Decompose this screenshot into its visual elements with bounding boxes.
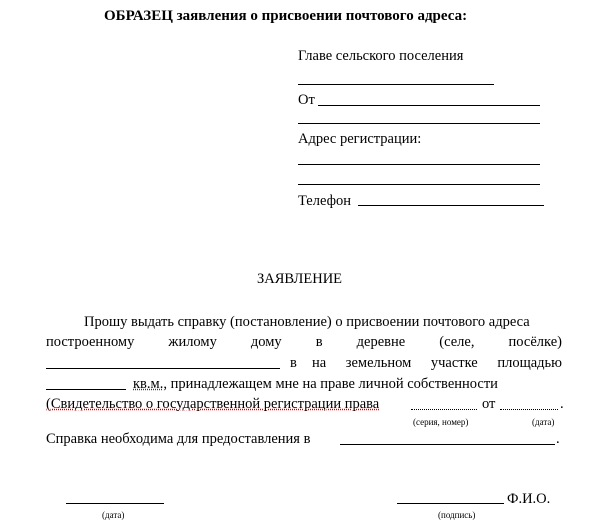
signature-line bbox=[397, 503, 504, 504]
word: деревне bbox=[356, 334, 406, 350]
series-line bbox=[411, 409, 477, 410]
village-line bbox=[46, 368, 280, 369]
recipient-label: Главе сельского поселения bbox=[298, 48, 464, 64]
reg-address-line-1 bbox=[298, 164, 540, 165]
phone-line bbox=[358, 205, 544, 206]
date-hint: (дата) bbox=[532, 417, 555, 427]
body-line-1: Прошу выдать справку (постановление) о присвоении почтового адреса bbox=[84, 314, 530, 330]
document-title: ОБРАЗЕЦ заявления о присвоении почтового адреса: bbox=[104, 8, 468, 24]
ownership-text: , принадлежащем мне на праве личной собственности bbox=[163, 376, 498, 392]
purpose-period: . bbox=[556, 431, 560, 447]
reg-address-label: Адрес регистрации: bbox=[298, 131, 422, 147]
statement-heading: ЗАЯВЛЕНИЕ bbox=[257, 271, 343, 287]
phone-label: Телефон bbox=[298, 193, 351, 209]
series-hint: (серия, номер) bbox=[413, 417, 469, 427]
from-date-label: от bbox=[482, 396, 496, 412]
area-line bbox=[46, 389, 126, 390]
footer-date-hint: (дата) bbox=[102, 510, 125, 520]
word: (селе, bbox=[439, 334, 475, 350]
from-line-1 bbox=[318, 105, 540, 106]
body-line-3-in: в bbox=[290, 355, 297, 371]
word: построенному bbox=[46, 334, 135, 350]
date-sign-line bbox=[66, 503, 164, 504]
word: в bbox=[315, 334, 323, 350]
body-line-2 bbox=[46, 334, 562, 351]
certificate-label: (Свидетельство о государственной регистрации права bbox=[46, 396, 380, 412]
body-line-4 bbox=[133, 376, 498, 393]
body-line-3: на земельном участке площадью bbox=[312, 355, 562, 371]
word: дому bbox=[250, 334, 282, 350]
signature-hint: (подпись) bbox=[438, 510, 476, 520]
from-label: От bbox=[298, 92, 315, 108]
purpose-line bbox=[340, 444, 555, 445]
purpose-label: Справка необходима для предоставления в bbox=[46, 431, 311, 447]
period: . bbox=[560, 396, 564, 412]
word: посёлке) bbox=[508, 334, 562, 350]
reg-address-line-2 bbox=[298, 184, 540, 185]
area-unit: кв.м. bbox=[133, 376, 164, 392]
from-line-2 bbox=[298, 123, 540, 124]
date-line bbox=[500, 409, 558, 410]
certificate-text bbox=[46, 396, 379, 413]
fio-label: Ф.И.О. bbox=[507, 491, 551, 507]
recipient-line bbox=[298, 84, 494, 85]
word: жилому bbox=[168, 334, 217, 350]
